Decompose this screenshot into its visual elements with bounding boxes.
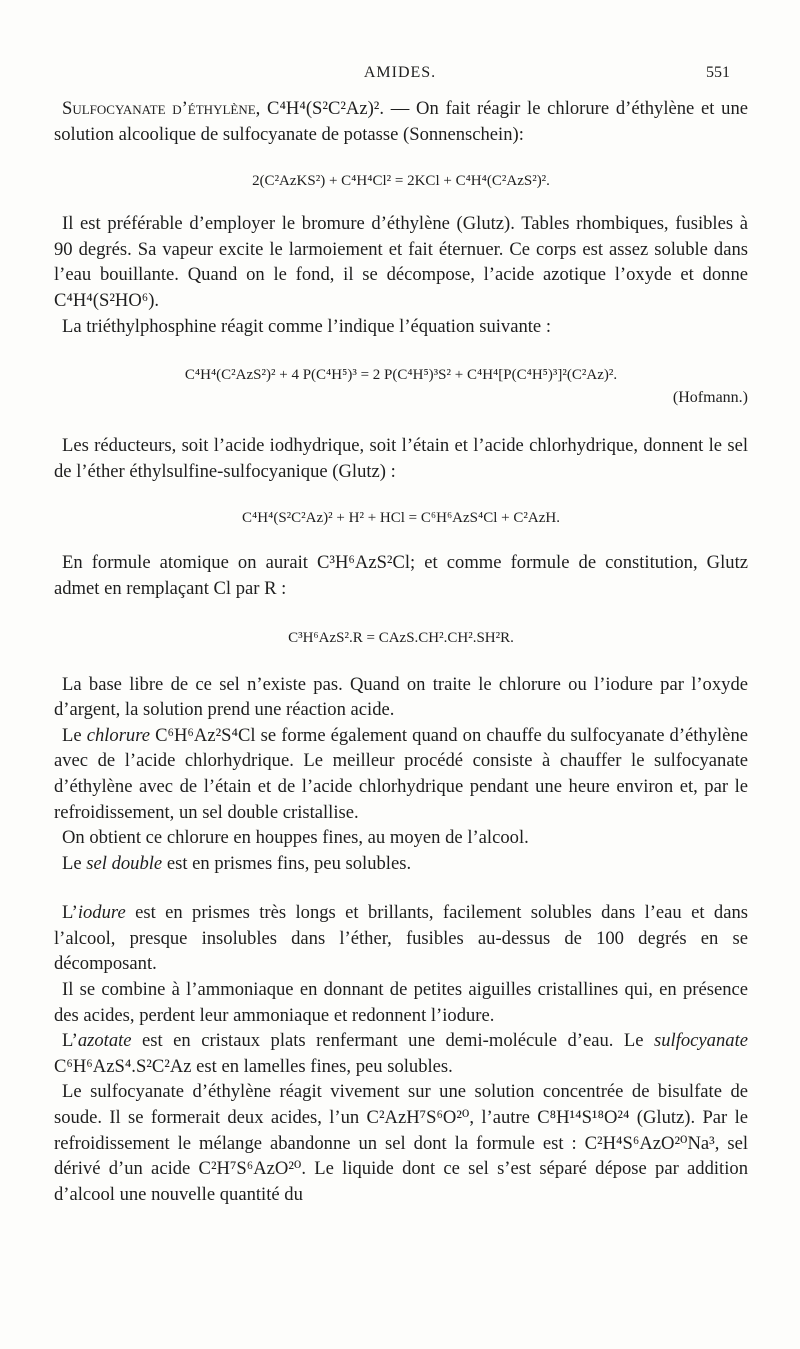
paragraph-text: — On fait réagir le chlorure d’éthylène et une solution alcoolique de sulfocyanate de potasse (Sonnenschein): xyxy=(54,98,748,145)
running-header: AMIDES. xyxy=(363,64,437,81)
equation-2: C⁴H⁴(C²AzS²)² + 4 P(C⁴H⁵)³ = 2 P(C⁴H⁵)³S² + C⁴H⁴[P(C⁴H⁵)³]²(C²Az)². xyxy=(184,367,618,384)
emphasis-sulfocyanate: sulfocyanate xyxy=(654,1030,748,1052)
equation-1: 2(C²AzKS²) + C⁴H⁴Cl² = 2KCl + C⁴H⁴(C²AzS²)². xyxy=(252,173,550,190)
text-run: est en prismes très longs et brillants, facilement solubles dans l’eau et dans l’alcool, presque insolubles dans l’éther, fusibles au-dessus de 100 degrés en se décomposant. xyxy=(54,902,748,975)
text-run: L’ xyxy=(62,902,78,924)
paragraph-2: Il est préférable d’employer le bromure d’éthylène (Glutz). Tables rhombiques, fusibles à 90 degrés. Sa vapeur excite le larmoiement et fait éternuer. Ce corps est assez soluble dans l’eau bouillante. Quand on le fond, il se décompose, l’acide azotique l’oxyde et donne C⁴H⁴(S²HO⁶). xyxy=(54,213,748,311)
text-run: est en cristaux plats renfermant une demi-molécule d’eau. Le xyxy=(131,1030,655,1052)
emphasis-chlorure: chlorure xyxy=(86,724,151,746)
emphasis-azotate: azotate xyxy=(77,1030,132,1052)
heading-formula: C⁴H⁴(S²C²Az)². xyxy=(267,98,385,119)
section-heading: Sulfocyanate d’éthylène, xyxy=(62,98,261,119)
text-run: est en prismes fins, peu solubles. xyxy=(162,852,412,874)
text-run: L’ xyxy=(62,1030,78,1052)
text-run: C⁶H⁶AzS⁴.S²C²Az est en lamelles fines, peu solubles. xyxy=(54,1055,453,1077)
paragraph-sulfocyanate-intro xyxy=(54,96,748,147)
paragraph-5: En formule atomique on aurait C³H⁶AzS²Cl; et comme formule de constitution, Glutz admet en remplaçant Cl par R : xyxy=(54,552,748,599)
text-run: C⁶H⁶Az²S⁴Cl se forme également quand on chauffe du sulfocyanate d’éthylène avec de l’acide chlorhydrique. Le meilleur procédé consiste à chauffer le sulfocyanate d’éthylène avec de l’étain et de l’acide chlorhydrique pendant une heure environ et, par le refroidissement, un sel double cristallise. xyxy=(54,724,748,823)
paragraph-4: Les réducteurs, soit l’acide iodhydrique, soit l’étain et l’acide chlorhydrique, donnent le sel de l’éther éthylsulfine-sulfocyanique (Glutz) : xyxy=(54,435,748,482)
page-number: 551 xyxy=(706,64,730,81)
paragraph-3: La triéthylphosphine réagit comme l’indique l’équation suivante : xyxy=(62,315,551,337)
equation-3: C⁴H⁴(S²C²Az)² + H² + HCl = C⁶H⁶AzS⁴Cl + C²AzH. xyxy=(242,510,560,527)
text-run: Le xyxy=(62,852,87,874)
paragraph-12 xyxy=(54,1028,748,1079)
paragraph-10 xyxy=(54,900,748,977)
paragraph-11: Il se combine à l’ammoniaque en donnant de petites aiguilles cristallines qui, en présence des acides, perdent leur ammoniaque et redonnent l’iodure. xyxy=(54,979,748,1026)
paragraph-8: On obtient ce chlorure en houppes fines, au moyen de l’alcool. xyxy=(62,827,529,849)
emphasis-iodure: iodure xyxy=(77,902,126,924)
text-run: Le xyxy=(62,724,87,746)
page-body xyxy=(54,96,748,1207)
paragraph-9 xyxy=(54,851,748,877)
equation-4: C³H⁶AzS².R = CAzS.CH².CH².SH²R. xyxy=(288,629,514,646)
paragraph-6: La base libre de ce sel n’existe pas. Quand on traite le chlorure ou l’iodure par l’oxyde d’argent, la solution prend une réaction acide. xyxy=(54,673,748,721)
paragraph-7 xyxy=(54,723,748,825)
equation-2-credit: (Hofmann.) xyxy=(672,389,748,407)
emphasis-sel-double: sel double xyxy=(86,852,163,874)
paragraph-13: Le sulfocyanate d’éthylène réagit vivement sur une solution concentrée de bisulfate de soude. Il se formerait deux acides, l’un C²AzH⁷S⁶O²⁰, l’autre C⁸H¹⁴S¹⁸O²⁴ (Glutz). Par le refroidissement le mélange abandonne un sel dont la formule est : C²H⁴S⁶AzO²⁰Na³, sel dérivé d’un acide C²H⁷S⁶AzO²⁰. Le liquide dont ce sel s’est séparé dépose par addition d’alcool une nouvelle quantité du xyxy=(54,1081,748,1205)
